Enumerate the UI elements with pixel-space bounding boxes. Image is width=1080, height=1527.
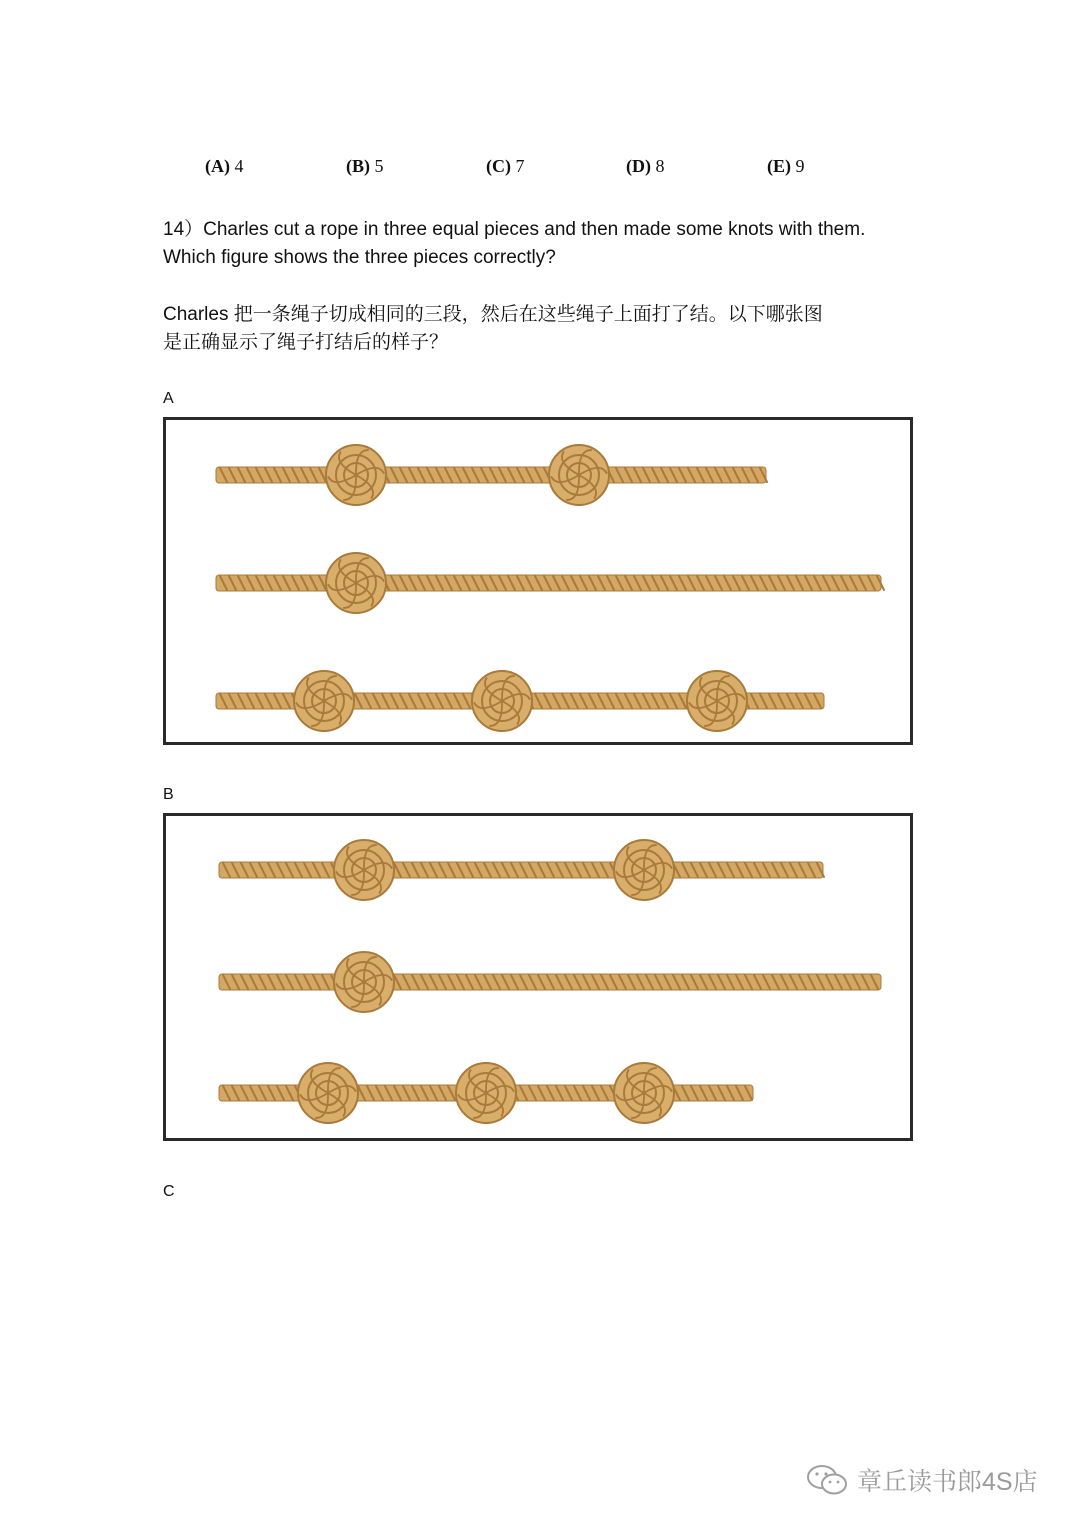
rope-1 — [219, 840, 824, 900]
knot — [456, 1063, 516, 1123]
watermark — [805, 1460, 1038, 1500]
choice-b: (B) 5 — [346, 156, 384, 176]
rope-2 — [219, 952, 881, 1012]
question-chinese-line2: 是正确显示了绳子打结后的样子？ — [163, 332, 449, 353]
wechat-icon — [805, 1462, 851, 1498]
watermark-text: 章丘读书郎4S店 — [857, 1468, 1038, 1496]
choice-e: (E) 9 — [767, 156, 805, 176]
knot — [294, 671, 354, 731]
question-english — [163, 216, 918, 272]
question-chinese-line1: Charles 把一条绳子切成相同的三段，然后在这些绳子上面打了结。以下哪张图 — [163, 304, 823, 325]
option-b-label: B — [163, 786, 174, 803]
question-english-line2: Which figure shows the three pieces correctly? — [163, 247, 556, 268]
knot — [614, 1063, 674, 1123]
option-a-figure[interactable] — [163, 417, 913, 745]
rope-3 — [219, 1063, 753, 1123]
knot — [334, 840, 394, 900]
rope-3 — [216, 671, 824, 731]
choice-a: (A) 4 — [205, 156, 244, 176]
knot — [687, 671, 747, 731]
answer-choices — [0, 156, 1080, 186]
question-chinese — [163, 301, 918, 357]
knot — [549, 445, 609, 505]
knot — [614, 840, 674, 900]
option-b-rope-drawing — [166, 816, 916, 1144]
choice-c: (C) 7 — [486, 156, 525, 176]
rope-1 — [216, 445, 767, 505]
option-c-label: C — [163, 1183, 175, 1200]
knot — [326, 553, 386, 613]
knot — [472, 671, 532, 731]
knot — [334, 952, 394, 1012]
option-a-rope-drawing — [166, 420, 916, 748]
option-a-label: A — [163, 390, 174, 407]
option-b-figure[interactable] — [163, 813, 913, 1141]
knot — [326, 445, 386, 505]
question-english-line1: 14）Charles cut a rope in three equal pieces and then made some knots with them. — [163, 219, 866, 240]
knot — [298, 1063, 358, 1123]
rope-2 — [216, 553, 884, 613]
choice-d: (D) 8 — [626, 156, 665, 176]
